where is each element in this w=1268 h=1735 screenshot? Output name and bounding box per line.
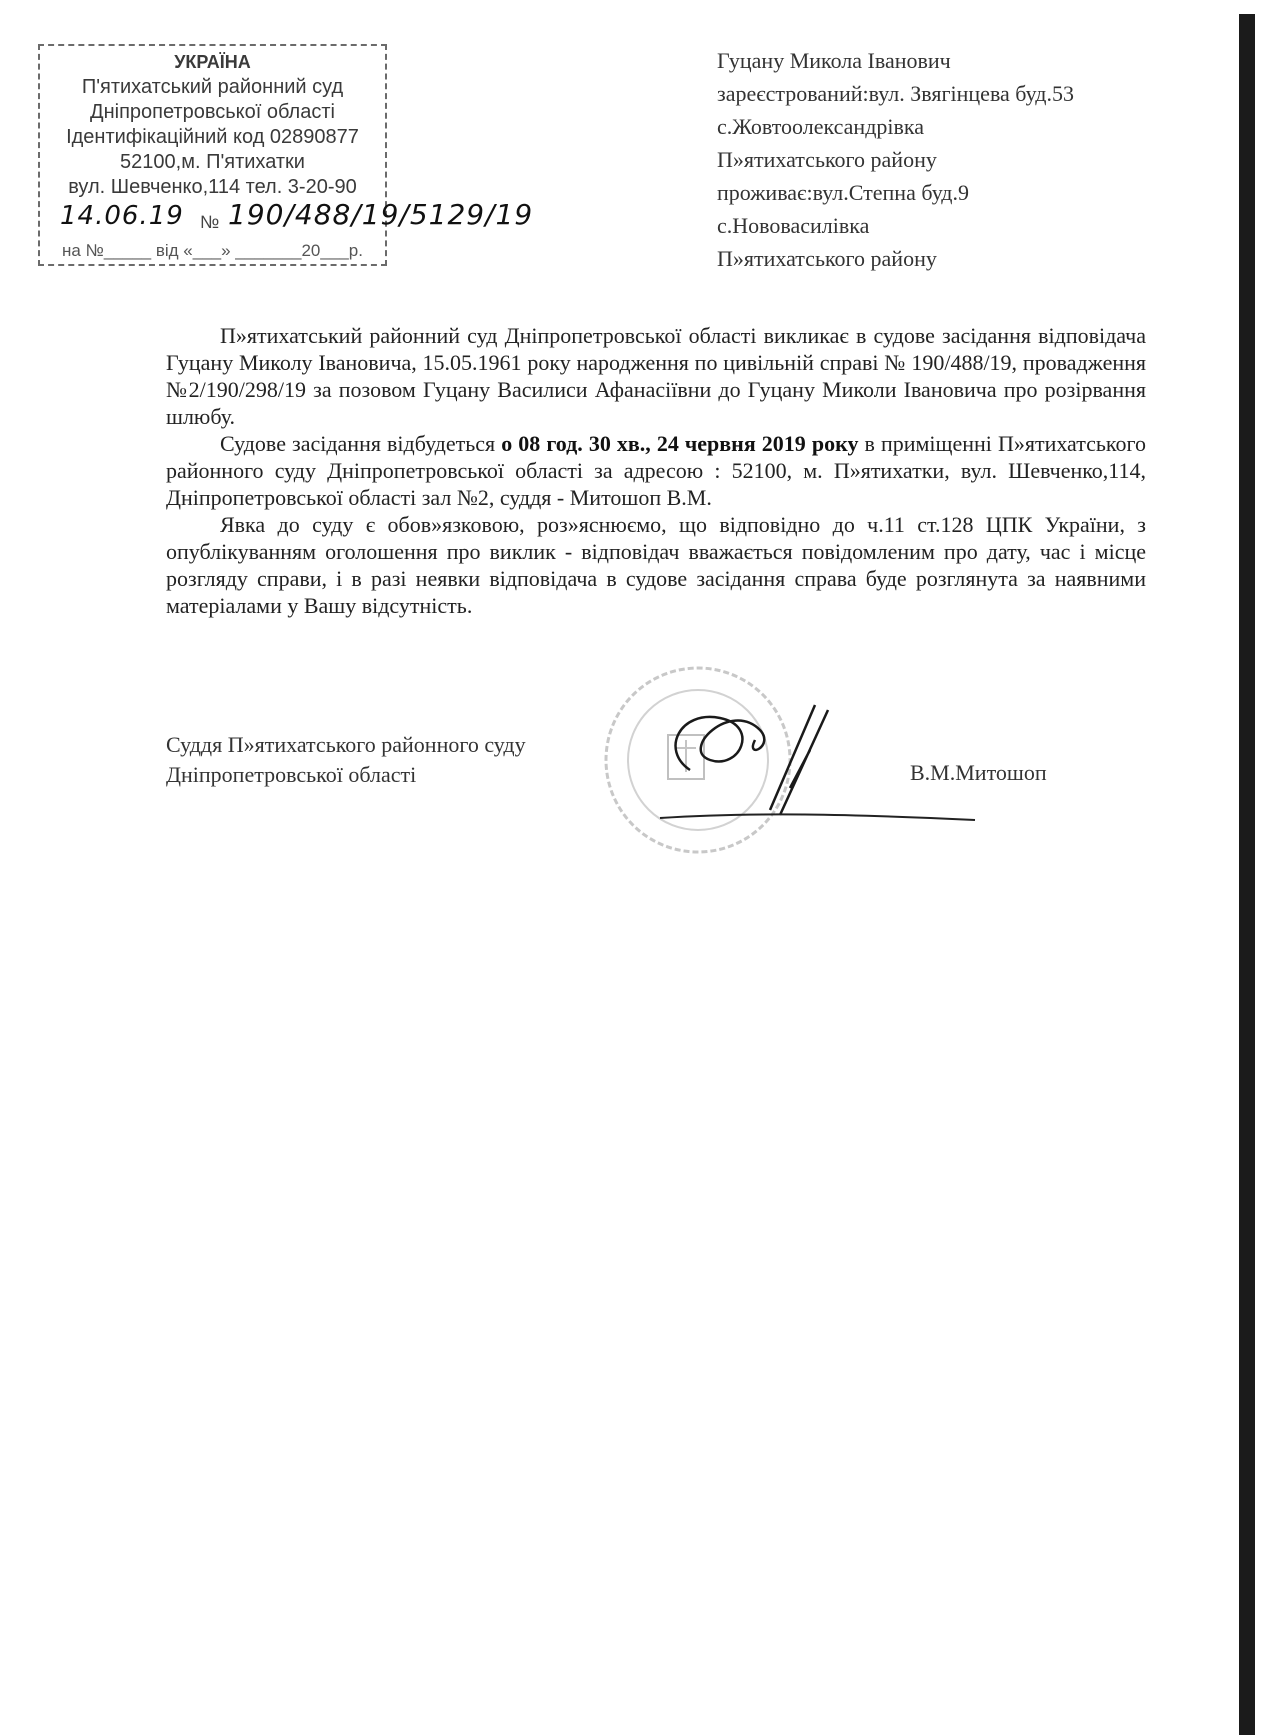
addressee-line: с.Жовтоолександрівка	[717, 114, 925, 139]
hearing-text-end: в приміщенні П»ятихатського районного суду Дніпропетровської області за адресою : 52100, м. П»ятихатки, вул. Шевченко,114, Дніпропетровської області зал №2, суддя - Митошоп В.М.	[166, 431, 1146, 510]
stamp-line: вул. Шевченко,114 тел. 3-20-90	[68, 176, 357, 198]
addressee-block	[717, 44, 1147, 275]
stamp-line: УКРАЇНА	[174, 52, 251, 72]
summons-body	[166, 322, 1146, 619]
paragraph-attendance: Явка до суду є обов»язковою, роз»яснюємо, що відповідно до ч.11 ст.128 ЦПК України, з опублікуванням оголошення про виклик - відповідач вважається повідомленим про дату, час і місце розгляду справи, і в разі неявки відповідача в судове засідання справа буде розглянута за наявними матеріалами у Вашу відсутність.	[166, 512, 1146, 618]
addressee-line: зареєстрований:вул. Звягінцева буд.53	[717, 81, 1074, 106]
addressee-line: П»ятихатського району	[717, 147, 937, 172]
scan-edge-bar	[1239, 14, 1255, 1735]
paragraph-hearing-time	[166, 430, 1146, 511]
stamp-date: 14.06.19	[60, 201, 184, 231]
addressee-line: с.Нововасилівка	[717, 213, 870, 238]
judge-title	[166, 730, 626, 790]
stamp-line: 52100,м. П'ятихатки	[120, 151, 305, 173]
judge-title-line: Дніпропетровської області	[166, 762, 417, 787]
addressee-line: П»ятихатського району	[717, 246, 937, 271]
paragraph-summons: П»ятихатський районний суд Дніпропетровської області викликає в судове засідання відповідача Гуцану Миколу Івановича, 15.05.1961 року народження по цивільній справі № 190/488/19, провадження №2/190/298/19 за позовом Гуцану Василиси Афанасіївни до Гуцану Миколи Івановича про розірвання шлюбу.	[166, 323, 1146, 429]
addressee-line: проживає:вул.Степна буд.9	[717, 180, 970, 205]
addressee-line: Гуцану Микола Іванович	[717, 48, 951, 73]
hearing-text-start: Судове засідання відбудеться	[220, 431, 502, 456]
stamp-reference-line: на №_____ від «___» _______20___р.	[62, 241, 363, 260]
court-registration-stamp	[38, 44, 534, 266]
stamp-number-prefix: №	[200, 212, 220, 232]
stamp-outgoing-number: 190/488/19/5129/19	[228, 198, 534, 231]
stamp-line: Дніпропетровської області	[90, 101, 335, 123]
stamp-line: П'ятихатський районний суд	[81, 76, 344, 98]
judge-name: В.М.Митошоп	[910, 760, 1047, 785]
judge-title-line: Суддя П»ятихатського районного суду	[166, 732, 526, 757]
hearing-datetime: о 08 год. 30 хв., 24 червня 2019 року	[501, 431, 859, 456]
stamp-line: Ідентифікаційний код 02890877	[66, 126, 359, 148]
